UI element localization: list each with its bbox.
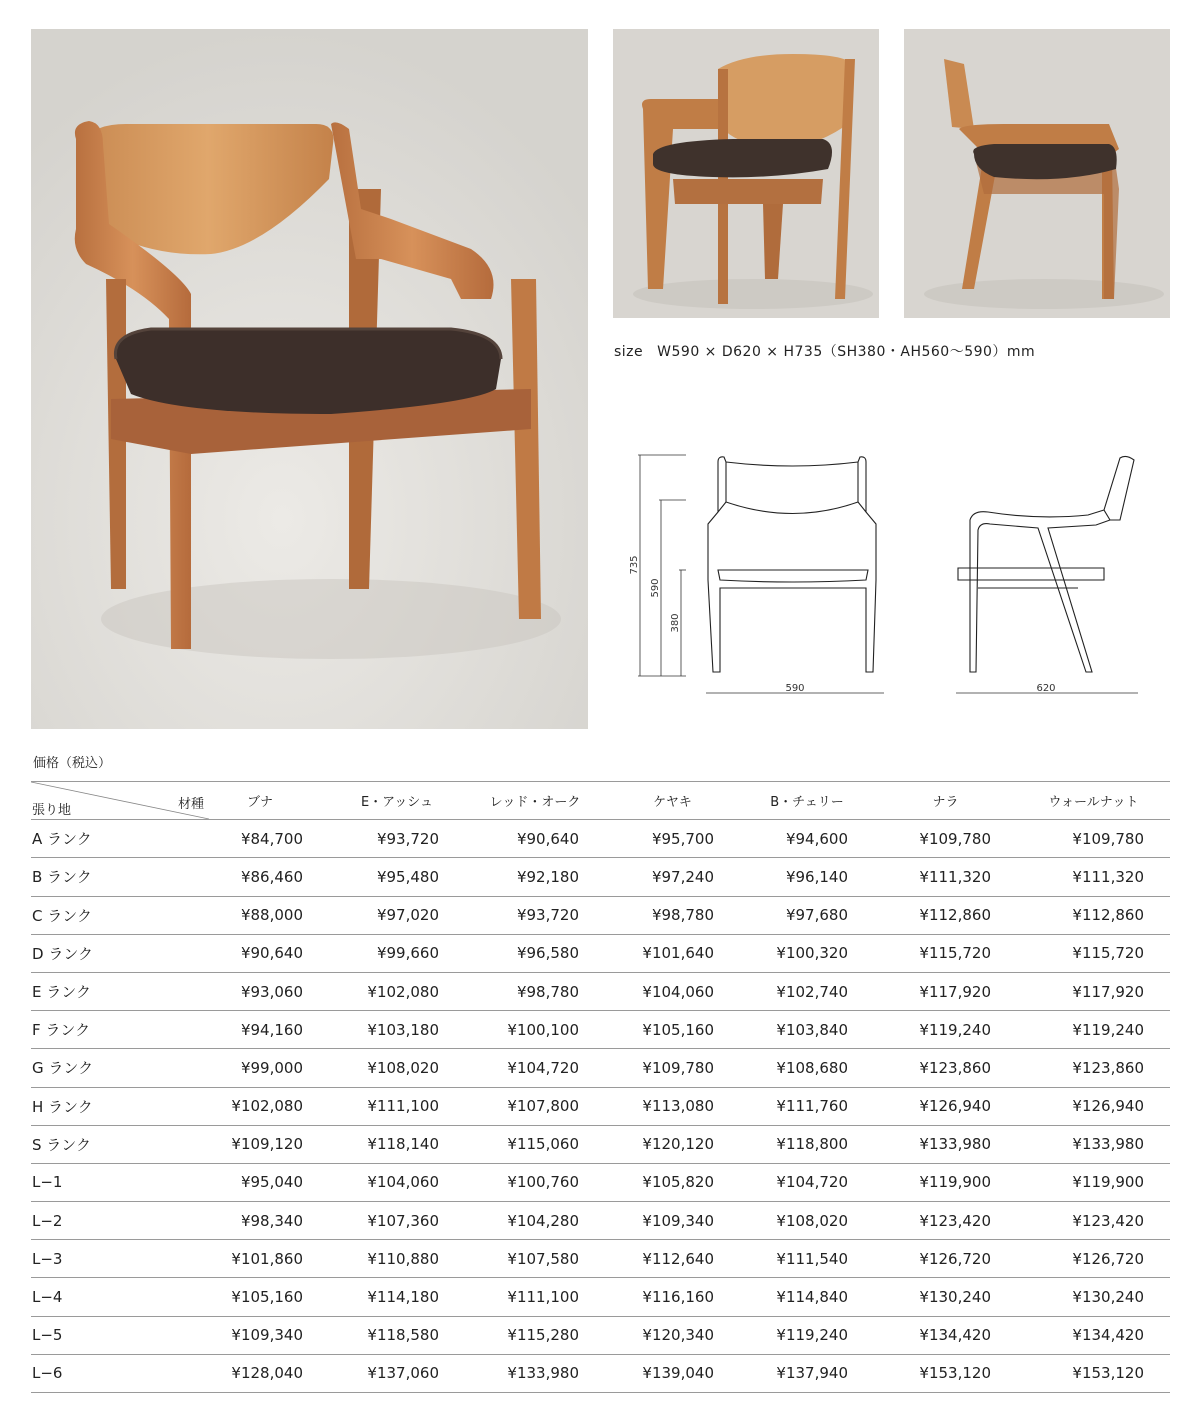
price-cell: ¥108,020 (740, 1202, 874, 1240)
table-row (31, 858, 1170, 896)
price-cell: ¥109,780 (874, 820, 1017, 858)
price-cell: ¥98,780 (465, 972, 605, 1010)
price-cell: ¥93,720 (329, 820, 465, 858)
rank-cell: B ランク (31, 858, 191, 896)
price-cell: ¥93,060 (191, 972, 329, 1010)
table-header-row (31, 782, 1170, 820)
price-cell: ¥99,660 (329, 934, 465, 972)
price-cell: ¥115,720 (1017, 934, 1170, 972)
price-cell: ¥112,640 (605, 1240, 740, 1278)
price-cell: ¥95,040 (191, 1163, 329, 1201)
price-cell: ¥103,180 (329, 1011, 465, 1049)
price-cell: ¥105,160 (191, 1278, 329, 1316)
price-cell: ¥86,460 (191, 858, 329, 896)
price-cell: ¥102,080 (329, 972, 465, 1010)
price-cell: ¥108,680 (740, 1049, 874, 1087)
price-cell: ¥133,980 (874, 1125, 1017, 1163)
side-view-drawing (958, 456, 1134, 672)
table-row (31, 1011, 1170, 1049)
dim-width: 590 (785, 683, 805, 694)
size-value: W590 × D620 × H735（SH380・AH560～590）mm (657, 344, 1036, 360)
dim-height-seat: 380 (670, 613, 681, 633)
table-row (31, 1278, 1170, 1316)
price-table-body (31, 820, 1170, 1393)
rank-cell: D ランク (31, 934, 191, 972)
table-row (31, 934, 1170, 972)
price-cell: ¥100,760 (465, 1163, 605, 1201)
price-cell: ¥94,160 (191, 1011, 329, 1049)
rank-cell: H ランク (31, 1087, 191, 1125)
price-cell: ¥112,860 (1017, 896, 1170, 934)
table-row (31, 1202, 1170, 1240)
price-cell: ¥134,420 (1017, 1316, 1170, 1354)
chair-main-photo (31, 29, 588, 729)
front-view-drawing (708, 457, 876, 672)
price-cell: ¥100,100 (465, 1011, 605, 1049)
price-cell: ¥137,940 (740, 1354, 874, 1392)
price-cell: ¥117,920 (874, 972, 1017, 1010)
price-cell: ¥120,120 (605, 1125, 740, 1163)
price-cell: ¥104,060 (605, 972, 740, 1010)
dim-height-total: 735 (629, 555, 640, 575)
price-cell: ¥114,180 (329, 1278, 465, 1316)
price-caption: 価格（税込） (33, 756, 112, 771)
price-cell: ¥119,240 (1017, 1011, 1170, 1049)
price-cell: ¥97,680 (740, 896, 874, 934)
price-cell: ¥112,860 (874, 896, 1017, 934)
price-cell: ¥104,720 (465, 1049, 605, 1087)
price-cell: ¥117,920 (1017, 972, 1170, 1010)
price-cell: ¥115,280 (465, 1316, 605, 1354)
rank-cell: A ランク (31, 820, 191, 858)
price-cell: ¥98,340 (191, 1202, 329, 1240)
price-cell: ¥119,240 (874, 1011, 1017, 1049)
price-cell: ¥110,880 (329, 1240, 465, 1278)
price-cell: ¥126,720 (874, 1240, 1017, 1278)
price-cell: ¥102,740 (740, 972, 874, 1010)
price-cell: ¥109,340 (605, 1202, 740, 1240)
chair-front-photo-icon (613, 29, 879, 318)
price-cell: ¥95,480 (329, 858, 465, 896)
rank-cell: C ランク (31, 896, 191, 934)
table-row (31, 1163, 1170, 1201)
rank-cell: L−4 (31, 1278, 191, 1316)
price-cell: ¥123,860 (874, 1049, 1017, 1087)
corner-fabric-label: 張り地 (32, 803, 72, 819)
rank-cell: L−2 (31, 1202, 191, 1240)
column-header: ナラ (874, 782, 1017, 820)
price-cell: ¥123,420 (1017, 1202, 1170, 1240)
table-row (31, 1049, 1170, 1087)
rank-cell: L−5 (31, 1316, 191, 1354)
table-row (31, 1354, 1170, 1392)
price-cell: ¥90,640 (465, 820, 605, 858)
table-row (31, 1316, 1170, 1354)
price-cell: ¥88,000 (191, 896, 329, 934)
price-cell: ¥115,060 (465, 1125, 605, 1163)
price-cell: ¥96,580 (465, 934, 605, 972)
price-cell: ¥139,040 (605, 1354, 740, 1392)
price-cell: ¥90,640 (191, 934, 329, 972)
rank-cell: G ランク (31, 1049, 191, 1087)
price-cell: ¥133,980 (465, 1354, 605, 1392)
price-cell: ¥111,320 (874, 858, 1017, 896)
price-cell: ¥109,120 (191, 1125, 329, 1163)
price-cell: ¥105,820 (605, 1163, 740, 1201)
price-cell: ¥119,900 (874, 1163, 1017, 1201)
rank-cell: L−3 (31, 1240, 191, 1278)
price-cell: ¥104,060 (329, 1163, 465, 1201)
price-cell: ¥104,720 (740, 1163, 874, 1201)
price-cell: ¥118,140 (329, 1125, 465, 1163)
table-row (31, 896, 1170, 934)
price-cell: ¥113,080 (605, 1087, 740, 1125)
price-cell: ¥118,580 (329, 1316, 465, 1354)
rank-cell: L−1 (31, 1163, 191, 1201)
price-cell: ¥101,640 (605, 934, 740, 972)
price-cell: ¥130,240 (874, 1278, 1017, 1316)
price-cell: ¥109,340 (191, 1316, 329, 1354)
price-cell: ¥108,020 (329, 1049, 465, 1087)
column-header: ケヤキ (605, 782, 740, 820)
price-table (31, 781, 1170, 1393)
table-row (31, 1240, 1170, 1278)
price-cell: ¥123,860 (1017, 1049, 1170, 1087)
price-cell: ¥107,360 (329, 1202, 465, 1240)
price-cell: ¥111,760 (740, 1087, 874, 1125)
price-cell: ¥97,020 (329, 896, 465, 934)
price-cell: ¥109,780 (1017, 820, 1170, 858)
size-spec (614, 341, 1035, 361)
price-cell: ¥92,180 (465, 858, 605, 896)
price-cell: ¥120,340 (605, 1316, 740, 1354)
dim-height-arm: 590 (650, 578, 661, 598)
rank-cell: S ランク (31, 1125, 191, 1163)
chair-side-photo-icon (904, 29, 1170, 318)
price-cell: ¥111,100 (329, 1087, 465, 1125)
price-cell: ¥130,240 (1017, 1278, 1170, 1316)
price-cell: ¥101,860 (191, 1240, 329, 1278)
price-cell: ¥115,720 (874, 934, 1017, 972)
price-cell: ¥137,060 (329, 1354, 465, 1392)
table-row (31, 820, 1170, 858)
price-cell: ¥100,320 (740, 934, 874, 972)
rank-cell: L−6 (31, 1354, 191, 1392)
size-label: size (614, 344, 644, 360)
price-cell: ¥94,600 (740, 820, 874, 858)
table-row (31, 1087, 1170, 1125)
dim-depth: 620 (1036, 683, 1056, 694)
price-cell: ¥84,700 (191, 820, 329, 858)
price-cell: ¥126,940 (1017, 1087, 1170, 1125)
price-cell: ¥103,840 (740, 1011, 874, 1049)
price-cell: ¥109,780 (605, 1049, 740, 1087)
price-cell: ¥134,420 (874, 1316, 1017, 1354)
chair-photo-icon (31, 29, 588, 729)
column-header: ブナ (191, 782, 329, 820)
column-header: B・チェリー (740, 782, 874, 820)
price-cell: ¥116,160 (605, 1278, 740, 1316)
column-header: レッド・オーク (465, 782, 605, 820)
price-cell: ¥104,280 (465, 1202, 605, 1240)
price-cell: ¥98,780 (605, 896, 740, 934)
price-cell: ¥128,040 (191, 1354, 329, 1392)
price-cell: ¥153,120 (1017, 1354, 1170, 1392)
price-cell: ¥107,800 (465, 1087, 605, 1125)
price-cell: ¥99,000 (191, 1049, 329, 1087)
dimension-drawings (618, 440, 1178, 710)
table-row (31, 972, 1170, 1010)
price-cell: ¥93,720 (465, 896, 605, 934)
chair-front-photo (613, 29, 879, 318)
price-cell: ¥126,940 (874, 1087, 1017, 1125)
price-cell: ¥123,420 (874, 1202, 1017, 1240)
table-row (31, 1125, 1170, 1163)
price-cell: ¥111,540 (740, 1240, 874, 1278)
price-cell: ¥111,100 (465, 1278, 605, 1316)
table-corner-cell (31, 782, 205, 820)
column-header: E・アッシュ (329, 782, 465, 820)
price-cell: ¥126,720 (1017, 1240, 1170, 1278)
chair-side-photo (904, 29, 1170, 318)
price-cell: ¥153,120 (874, 1354, 1017, 1392)
rank-cell: E ランク (31, 972, 191, 1010)
price-cell: ¥107,580 (465, 1240, 605, 1278)
rank-cell: F ランク (31, 1011, 191, 1049)
price-cell: ¥95,700 (605, 820, 740, 858)
price-cell: ¥97,240 (605, 858, 740, 896)
price-cell: ¥102,080 (191, 1087, 329, 1125)
price-cell: ¥133,980 (1017, 1125, 1170, 1163)
price-cell: ¥114,840 (740, 1278, 874, 1316)
column-header: ウォールナット (1017, 782, 1170, 820)
price-cell: ¥96,140 (740, 858, 874, 896)
price-cell: ¥119,900 (1017, 1163, 1170, 1201)
price-cell: ¥111,320 (1017, 858, 1170, 896)
price-cell: ¥119,240 (740, 1316, 874, 1354)
price-cell: ¥118,800 (740, 1125, 874, 1163)
price-cell: ¥105,160 (605, 1011, 740, 1049)
corner-material-label: 材種 (178, 797, 205, 813)
